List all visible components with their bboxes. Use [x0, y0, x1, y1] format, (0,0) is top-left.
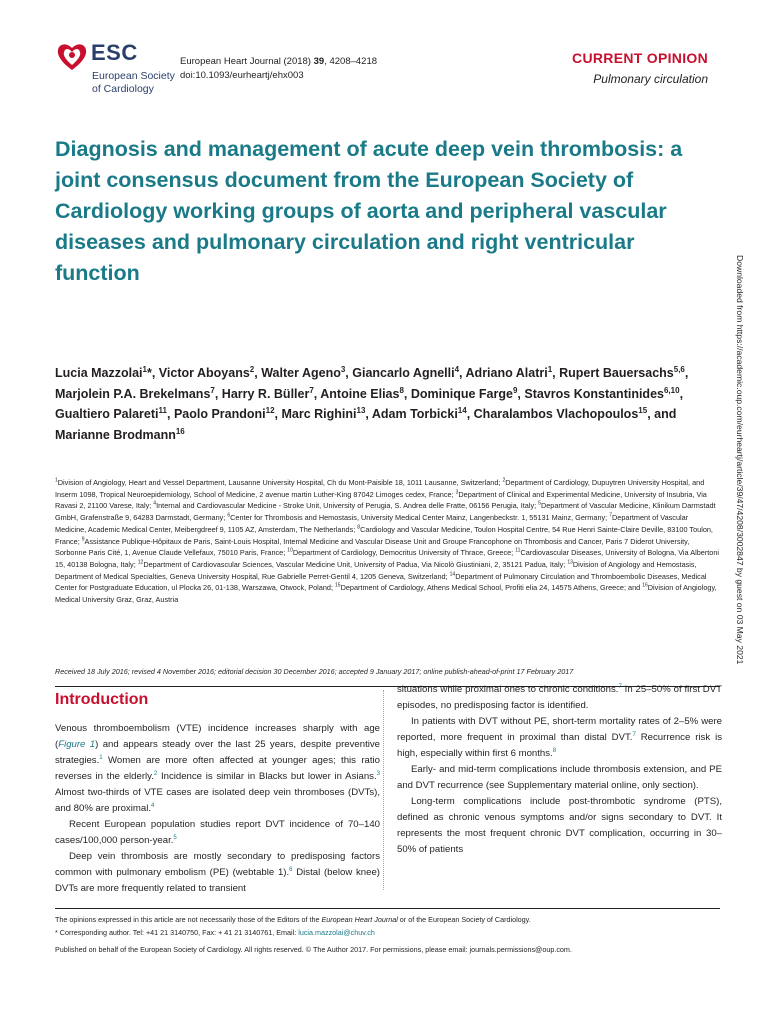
citation[interactable]: 5 — [173, 834, 177, 841]
affiliation-marker: 1 — [55, 477, 58, 484]
affiliation-text: Division of Angiology and Hemostasis, Department of Medical Specialties, Geneva University Hospital, Rue Gabrielle Perret-Gentil 4, 1205 Geneva, Switzerland; — [55, 559, 697, 581]
journal-citation — [180, 55, 377, 83]
author-name: Lucia Mazzolai — [55, 366, 143, 380]
footer — [55, 913, 720, 956]
affiliation-text: Department of Cardiology, Dupuytren University Hospital, and Inserm 1098, Tropical Neuroepidemiology, School of Medicine, 2 avenue martin Luther-King 87042 Limoges cedex, France; — [55, 478, 705, 499]
affiliation-text: Department of Cardiovascular Sciences, Vascular Medicine Unit, University of Padua, Via Nicolò Giustiniani, 2, 35121 Padua, Italy; — [143, 559, 568, 569]
download-stamp — [729, 255, 749, 765]
author-name: Paolo Prandoni — [173, 407, 266, 421]
affiliation-marker: 12 — [137, 559, 144, 566]
download-stamp-text: Downloaded from https://academic.oup.com/eurheartj/article/39/47/4208/3002847 by guest on 03 May 2021 — [735, 255, 745, 665]
affiliation-marker: 8 — [357, 524, 361, 531]
journal-pages: , 4208–4218 — [324, 56, 378, 67]
journal-doi[interactable]: doi:10.1093/eurheartj/ehx003 — [180, 70, 304, 81]
affiliation-marker: 16 — [642, 582, 648, 589]
section-label: CURRENT OPINION — [572, 50, 708, 66]
author-affiliation-marker: 16 — [175, 426, 185, 436]
author-name: Marc Righini — [281, 407, 357, 421]
author-affiliation-marker: 11 — [158, 405, 167, 415]
author-affiliation-marker: 6,10 — [663, 385, 680, 395]
author-affiliation-marker: 5,6 — [673, 364, 685, 374]
affiliation-marker: 2 — [502, 477, 506, 484]
author-name: Adriano Alatri — [465, 366, 548, 380]
citation[interactable]: 4 — [151, 802, 155, 809]
author-affiliation-marker: 9 — [512, 385, 518, 395]
affiliation-text: Department of Vascular Medicine, Academic Medical Center, Meibergdreef 9, 1105 AZ, Amsterdam, The Netherlands; — [55, 513, 689, 534]
citation[interactable]: 6 — [289, 866, 293, 873]
paragraph: Deep vein thrombosis are mostly secondary to predisposing factors common with pulmonary embolism (PE) (webtable 1).$^6$ Distal (below knee) DVTs are more frequently related to transient — [55, 851, 380, 894]
affiliation-marker: 10 — [287, 547, 293, 554]
affiliation-marker: 6 — [227, 512, 231, 519]
author-name: Dominique Farge — [410, 386, 513, 401]
citation[interactable]: 1 — [99, 754, 103, 761]
footer-rule — [55, 908, 720, 909]
citation[interactable]: 7 — [618, 683, 622, 690]
affiliation-marker: 4 — [153, 500, 157, 507]
citation[interactable]: 8 — [552, 747, 557, 754]
footer-corresponding: * Corresponding author. Tel: +41 21 3140750, Fax: + 41 21 3140761, Email: lucia.mazzolai@chuv.ch — [55, 928, 375, 937]
affiliation-marker: 7 — [609, 512, 612, 519]
affiliation-marker: 14 — [449, 571, 456, 578]
esc-logo — [55, 40, 175, 96]
affiliation-marker: 13 — [567, 559, 573, 566]
author-name: Antoine Elias — [320, 386, 400, 401]
author-affiliation-marker: 1 — [547, 364, 553, 374]
subsection-label: Pulmonary circulation — [593, 72, 708, 86]
affiliation-text: Department of Cardiology, Democritus University of Thrace, Greece; — [292, 548, 516, 558]
author-name: Stavros Konstantinides — [524, 386, 664, 401]
journal-volume: 39 — [313, 56, 325, 67]
affiliation-text: Division of Angiology, Medical University Graz, Graz, Austria — [55, 583, 717, 605]
footer-disclaimer: The opinions expressed in this article are not necessarily those of the Editors of the European Heart Journal or of the European Society of Cardiology. — [55, 915, 531, 924]
author-affiliation-marker: 3 — [340, 364, 346, 374]
author-name: Harry R. Büller — [221, 386, 310, 401]
footer-copyright: Published on behalf of the European Society of Cardiology. All rights reserved. © The Author 2017. For permissions, please email: journals.permissions@oup.com. — [55, 945, 572, 954]
author-affiliation-marker: 8 — [399, 385, 404, 395]
author-name: Walter Ageno — [261, 366, 341, 380]
author-affiliation-marker: 7 — [210, 385, 215, 395]
author-affiliation-marker: 4 — [454, 364, 460, 374]
affiliations — [55, 477, 720, 606]
author-name: Victor Aboyans — [158, 366, 250, 380]
citation[interactable]: 3 — [376, 770, 380, 777]
citation[interactable]: 2 — [153, 770, 158, 777]
right-column — [397, 682, 722, 858]
affiliation-text: Department of Vascular Medicine, Klinikum Darmstadt GmbH, Grafenstraße 9, 64283 Darmstadt, Germany; — [55, 501, 716, 523]
author-list: Lucia Mazzolai$^1$*, Victor Aboyans$^2$, Walter Ageno$^3$, Giancarlo Agnelli$^4$, Adriano Alatri$^1$, Rupert Bauersachs$^{5,6}$, Marjolein P.A. Brekelmans$^7$, Harry R. Büller$^7$, Antoine Elias$^8$, Dominique Farge$^9$, Stavros Konstantinides$^{6,10}$, Gualtiero Palareti$^{11}$, Paolo Prandoni$^{12}$, Marc Righini$^{13}$, Adam Torbicki$^{14}$, Charalambos Vlachopoulos$^{15}$, and Marianne Brodmann$^{16}$ — [55, 364, 689, 442]
author-affiliation-marker: 7 — [309, 385, 314, 395]
author-name: and Marianne Brodmann — [55, 407, 677, 442]
received-dates: Received 18 July 2016; revised 4 November 2016; editorial decision 30 December 2016; accepted 9 January 2017; online publish-ahead-of-print 17 February 2017 — [55, 667, 574, 676]
affiliation-marker: 3 — [455, 489, 459, 496]
affiliation-text: Cardiology and Vascular Medicine, Toulon Hospital Centre, 54 Rue Henri Sainte-Claire Deville, 83100 Toulon, France; — [55, 524, 713, 546]
affiliation-marker: 9 — [81, 536, 85, 543]
paragraph: Venous thromboembolism (VTE) incidence increases sharply with age (Figure 1) and appears steady over the last 25 years, despite preventive strategies.$^1$ Women are more often affected at younger ages; this ratio reverses in the elderly.$^2$ Incidence is similar in Blacks but lower in Asians.$^3$ Almost two-thirds of VTE cases are isolated deep vein thromboses (DVTs), and 80% are proximal.$^4$ — [55, 723, 381, 814]
author-affiliation-marker: 13 — [356, 405, 366, 415]
affiliation-marker: 5 — [538, 500, 541, 507]
author-affiliation-marker: 12 — [265, 405, 275, 415]
column-divider — [383, 690, 384, 890]
author-affiliation-marker: 15 — [638, 405, 648, 415]
paragraph: Recent European population studies report DVT incidence of 70–140 cases/100,000 person-year.$^5$ — [55, 819, 380, 846]
figure-link[interactable]: Figure 1 — [58, 739, 96, 750]
author-affiliation-marker: 1 — [142, 364, 147, 374]
email-link[interactable]: lucia.mazzolai@chuv.ch — [298, 928, 375, 937]
esc-heart-icon — [55, 40, 89, 74]
affiliation-text: Department of Pulmonary Circulation and Thromboembolic Diseases, Medical Center for Postgraduate Education, ul Plocka 26, 01-138, Warszawa, Otwock, Poland; — [55, 571, 707, 593]
affiliation-text: Cardiovascular Diseases, University of Bologna, Via Albertoni 15, 40138 Bologna, Italy; — [55, 548, 720, 569]
journal-prefix: European Heart Journal (2018) — [180, 56, 314, 67]
author-name: Giancarlo Agnelli — [352, 366, 455, 380]
author-name: Marjolein P.A. Brekelmans — [55, 386, 211, 401]
left-column — [55, 688, 380, 897]
affiliation-text: Department of Clinical and Experimental Medicine, University of Insubria, Via Ravasi 2, 21100 Varese, Italy; — [55, 489, 707, 511]
affiliation-text: Assistance Publique-Hôpitaux de Paris, Saint-Louis Hospital, Internal Medicine and Vascular Disease Unit and Groupe Francophone on Thrombosis and Cancer, Paris 7 Diderot University, Sorbonne Paris Cité, 1, Avenue Claude Vellefaux, 75010 Paris, France; — [55, 536, 690, 558]
paragraph: Long-term complications include post-thrombotic syndrome (PTS), defined as chronic venous symptoms and/or signs secondary to DVT. It represents the most frequent chronic DVT complication, occurring in 30–50% of patients — [397, 796, 722, 855]
affiliation-marker: 15 — [335, 582, 341, 589]
author-name: Charalambos Vlachopoulos — [473, 407, 639, 421]
author-affiliation-marker: 2 — [249, 364, 255, 374]
affiliation-text: Division of Angiology, Heart and Vessel Department, Lausanne University Hospital, Ch du Mont-Paisible 18, 1011 Lausanne, Switzerland; — [57, 478, 503, 487]
introduction-heading: Introduction — [55, 691, 149, 708]
affiliation-marker: 11 — [515, 547, 521, 554]
affiliation-text: Center for Thrombosis and Hemostasis, University Medical Center Mainz, Langenbeckstr. 1, 55131 Mainz, Germany; — [230, 513, 610, 523]
logo-line-2: of Cardiology — [92, 83, 154, 95]
article-title: Diagnosis and management of acute deep vein thrombosis: a joint consensus document from the European Society of Cardiology working groups of aorta and peripheral vascular diseases and pulmonary circulation and right ventricular function — [55, 137, 683, 285]
author-affiliation-marker: 14 — [457, 405, 467, 415]
citation[interactable]: 7 — [632, 731, 636, 738]
logo-line-1: European Society — [92, 70, 175, 82]
affiliation-text: Department of Cardiology, Athens Medical School, Profiti elia 24, 14575 Athens, Greece; and — [340, 583, 643, 593]
author-name: Adam Torbicki — [371, 407, 458, 421]
author-name: Rupert Bauersachs — [559, 366, 674, 380]
author-name: Gualtiero Palareti — [55, 407, 159, 421]
paragraph: In patients with DVT without PE, short-term mortality rates of 2–5% were reported, more frequent in proximal than distal DVT.$^7$ Recurrence risk is high, especially within first 6 months.$^8$ — [397, 716, 723, 759]
affiliation-text: Internal and Cardiovascular Medicine - Stroke Unit, University of Perugia, S. Andrea delle Fratte, 06156 Perugia, Italy; — [156, 501, 539, 511]
paragraph: situations while proximal ones to chronic conditions.$^7$ In 25–50% of first DVT episodes, no predisposing factor is identified. — [397, 683, 722, 711]
logo-acronym: ESC — [91, 40, 138, 65]
paragraph: Early- and mid-term complications include thrombosis extension, and PE and DVT recurrence (see Supplementary material online, only section). — [397, 764, 722, 791]
